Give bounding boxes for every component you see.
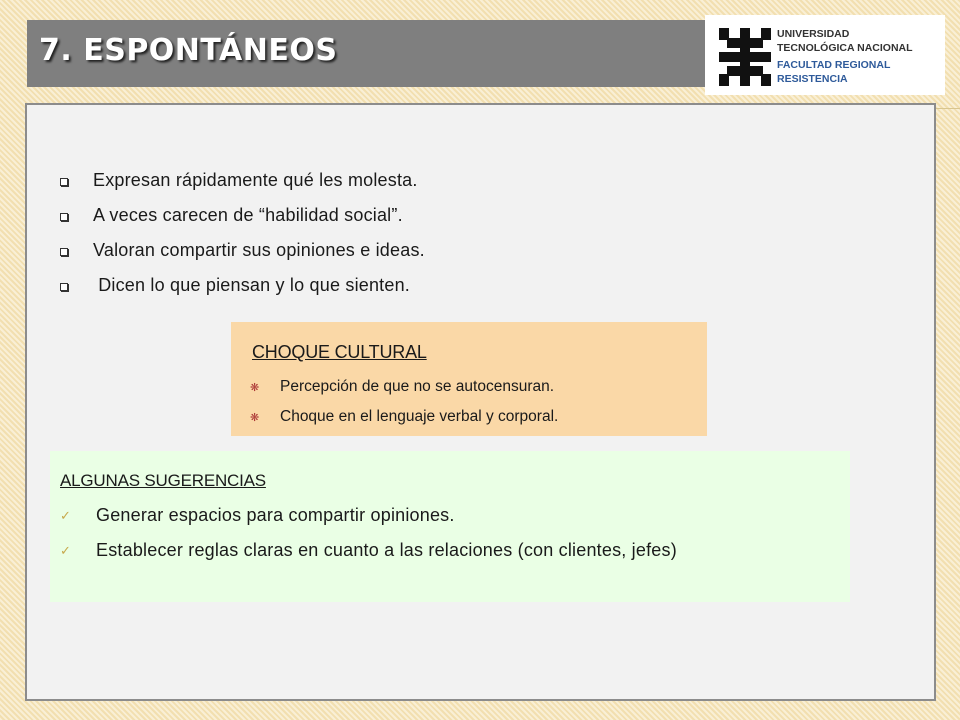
checkbox-bullet-icon [60,178,68,186]
list-item [60,233,425,268]
star-bullet-icon: ❋ [250,411,260,424]
logo-line-national: TECNOLÓGICA NACIONAL [777,42,913,54]
list-item [250,372,558,402]
bullet-text: Valoran compartir sus opiniones e ideas. [93,240,425,260]
logo-line-city: RESISTENCIA [777,73,848,85]
slide-title: 7. ESPONTÁNEOS [39,33,338,68]
checkmark-icon: ✓ [60,542,72,558]
checkbox-bullet-icon [60,213,68,221]
utn-emblem-icon [719,28,771,86]
bullet-text: Expresan rápidamente qué les molesta. [93,170,418,190]
choque-cultural-box [231,322,707,436]
star-bullet-icon: ❋ [250,381,260,394]
sugerencias-list [60,498,677,568]
main-bullet-list [60,163,425,303]
choque-item-text: Percepción de que no se autocensuran. [280,378,555,395]
bullet-text: Dicen lo que piensan y lo que sienten. [93,275,411,295]
list-item [60,163,425,198]
choque-item-text: Choque en el lenguaje verbal y corporal. [280,408,559,425]
sugerencia-text: Generar espacios para compartir opiniones. [96,505,455,525]
sugerencias-box [50,451,850,602]
list-item [60,198,425,233]
checkbox-bullet-icon [60,283,68,291]
list-item [60,498,677,533]
title-bar [27,20,708,87]
list-item [60,533,677,568]
decorative-line [936,108,960,109]
choque-cultural-title: CHOQUE CULTURAL [252,342,427,362]
logo-line-university: UNIVERSIDAD [777,28,850,40]
utn-logo [705,15,945,95]
choque-cultural-list [250,372,558,432]
checkbox-bullet-icon [60,248,68,256]
list-item [250,402,558,432]
logo-line-faculty: FACULTAD REGIONAL [777,59,891,71]
bullet-text: A veces carecen de “habilidad social”. [93,205,403,225]
checkmark-icon: ✓ [60,507,72,523]
list-item [60,268,425,303]
sugerencia-text: Establecer reglas claras en cuanto a las relaciones (con clientes, jefes) [96,540,677,560]
sugerencias-title: ALGUNAS SUGERENCIAS [60,471,266,490]
